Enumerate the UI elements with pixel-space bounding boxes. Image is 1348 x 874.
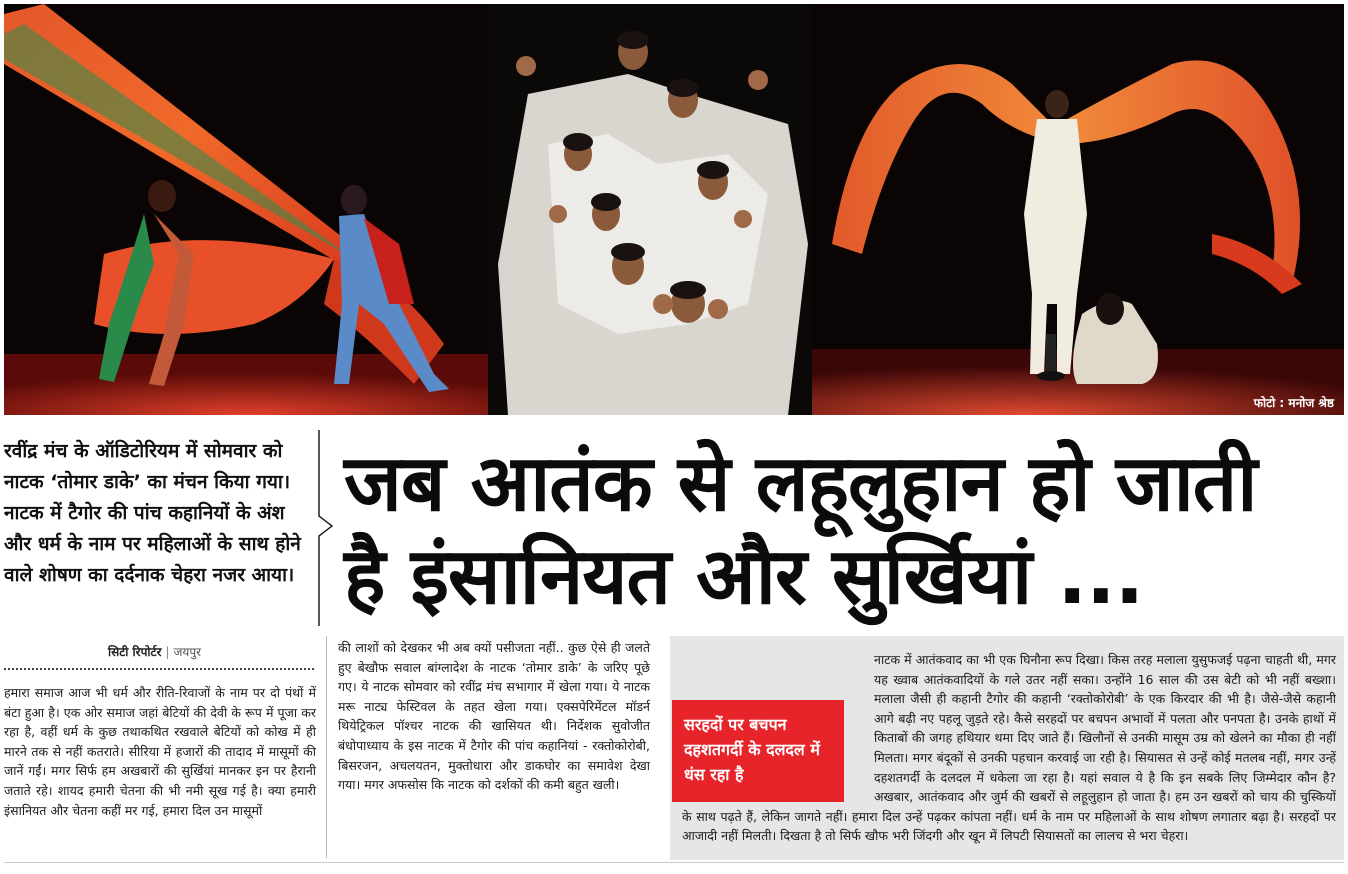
headline-line-1: जब आतंक से लहूलुहान हो जाती <box>344 439 1257 529</box>
article-column-1: हमारा समाज आज भी धर्म और रीति-रिवाजों के नाम पर दो पंथों में बंटा हुआ है। एक ओर समाज जहां बेटियों की देवी के रूप में पूजा कर रहा है, वहीं धर्म के कुछ तथाकथित रखवाले बेटियों को कोख में ही मारने तक से नहीं कतराते। सीरिया में हजारों की तादाद में मासूमों की जानें गईं। मगर सिर्फ हम अखबारों की सुर्खियां मानकर इन पर हैरानी जताते रहे। शायद हमारी चेतना की भी नमी सूख गई है। क्या हमारी इंसानियत और चेतना कहीं मर गई, हमारा दिल उन मासूमों <box>4 685 316 818</box>
photo-cloth-dance <box>812 4 1344 415</box>
byline-reporter: सिटी रिपोर्टर <box>108 645 162 659</box>
photo-strip <box>4 4 1344 415</box>
article-column-2: की लाशों को देखकर भी अब क्यों पसीजता नहीं.. कुछ ऐसे ही जलते हुए बेखौफ सवाल बांग्लादेश के नाटक ‘तोमार डाके’ के जरिए पूछे गए। ये नाटक सोमवार को रवींद्र मंच सभागार में खेला गया। ये नाटक मरू नाट्य फेस्टिवल के तहत खेला गया। एक्सपेरिमेंटल मॉडर्न थियेट्रिकल पॉश्चर नाटक की खासियत थी। निर्देशक सुवोजीत बंधोपाध्याय के इस नाटक में टैगोर की पांच कहानियां - रक्तोकोरोबी, बिसरजन, अचलयतन, मुक्तोधारा और डाकघोर का समावेश देखा गया। मगर अफसोस कि नाटक को दर्शकों की कमी बहुत खली। <box>338 640 650 793</box>
column-separator <box>326 636 327 858</box>
sidebar-article-text: नाटक में आतंकवाद का भी एक घिनौना रूप दिखा। किस तरह मलाला युसुफजई पढ़ना चाहती थी, मगर यह ख्वाब आतंकवादियों के गले उतर नहीं सका। उन्होंने 16 साल की उस बेटी को भी नहीं बख्शा। मलाला जैसी ही कहानी टैगोर की कहानी ‘रक्तोकोरोबी’ के एक किरदार की भी है। जैसे-जैसे कहानी आगे बढ़ी नए पहलू जुड़ते रहे। कैसे सरहदों पर बचपन अभावों में पलता और पनपता है। उनके हाथों में किताबों की जगह हथियार थमा दिए जाते हैं। खिलौनों से उनकी मासूम उम्र को खेलने का मौका ही नहीं मिलता। मगर बंदूकों से उनकी पहचान करवाई जा रही है। सियासत से उन्हें कोई मतलब नहीं, मगर उन्हें दहशतगर्दी के दलदल में धकेला जा रहा है। यहां सवाल ये है कि इन सबके लिए जिम्मेदार कौन है? अखबार, आतंकवाद और जुर्म की खबरों से लहूलुहान हो जाता है। हम उन खबरों को चाय की चुस्कियों के साथ पढ़ते हैं, लेकिन जागते नहीं। हमारा दिल उन्हें पढ़कर कांपता नहीं। धर्म के नाम पर महिलाओं के साथ शोषण लगातार बढ़ा है। सरहदों पर आजादी नहीं मिलती। दिखता है तो सिर्फ खौफ भरी जिंदगी और खून में लिपटी सियासतों का लालच से भरा चेहरा। <box>682 652 1336 844</box>
intro-blurb <box>4 436 318 591</box>
byline-city: जयपुर <box>173 645 202 659</box>
byline-dotted-rule <box>4 668 314 670</box>
photo-actors-group <box>488 4 812 415</box>
intro-divider <box>318 430 336 626</box>
bottom-rule <box>4 862 1344 863</box>
photo-credit: फोटो : मनोज श्रेष्ठ <box>1253 396 1334 410</box>
pullquote: सरहदों पर बचपन दहशतगर्दी के दलदल में धंस रहा है <box>672 700 844 802</box>
intro-text-before: रवींद्र मंच के ऑडिटोरियम में सोमवार को नाटक <box>4 440 283 493</box>
photo-cloth-tug <box>4 4 488 415</box>
byline <box>108 643 201 660</box>
headline-line-2: है इंसानियत और सुर्खियां ... <box>344 532 1144 622</box>
intro-play-title: ‘तोमार डाके’ <box>50 471 141 493</box>
headline <box>344 438 1344 624</box>
intro-text-after: का मंचन किया गया। नाटक में टैगोर की पांच कहानियों के अंश और धर्म के नाम पर महिलाओं के साथ होने वाले शोषण का दर्दनाक चेहरा नजर आया। <box>4 471 301 586</box>
byline-separator: | <box>165 645 170 659</box>
